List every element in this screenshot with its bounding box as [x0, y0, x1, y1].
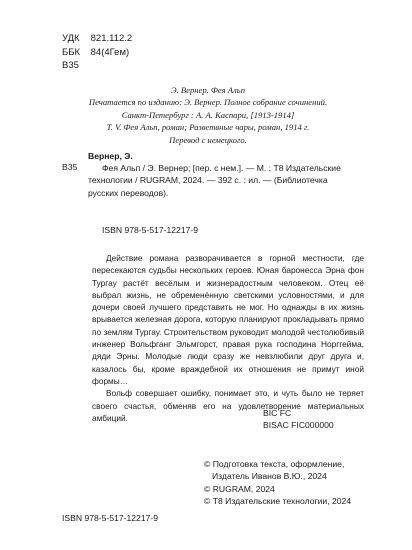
credit-line: Санкт-Петербург : А. А. Каспари, [1913-1914]	[121, 109, 295, 120]
bbk-value: 84(4Гем)	[90, 46, 130, 58]
copyright-line: © Подготовка текста, оформление,	[204, 459, 345, 469]
author-code: В35	[62, 60, 79, 71]
subject-codes	[263, 407, 334, 432]
udk-value: 821.112.2	[90, 33, 133, 44]
classification-block	[62, 32, 132, 73]
credit-line: Перевод с немецкого.	[169, 134, 247, 145]
isbn-bottom: ISBN 978-5-517-12217-9	[62, 513, 159, 523]
copyright-line: © Т8 Издательские технологии, 2024	[204, 496, 352, 507]
udk-row	[62, 32, 132, 46]
bibliographic-code: В35	[62, 162, 78, 172]
bbk-row	[62, 46, 132, 60]
isbn-top: ISBN 978-5-517-12217-9	[102, 225, 199, 235]
credit-line: Э. Вернер. Фея Альп	[170, 85, 246, 95]
annotation-paragraph: Вольф совершает ошибку, понимает это, и чуть было не теряет своего счастья, обменяв его на удовлетворение материальных амбиций.	[92, 388, 364, 423]
bisac-code: BISAC FIC000000	[263, 420, 334, 431]
bic-code: BIC FC	[263, 408, 292, 418]
credit-line: T. V. Фея Альп, роман; Разветвные чары, роман, 1914 г.	[106, 122, 310, 133]
bibliographic-author: Вернер, Э.	[88, 151, 133, 161]
copyright-block	[204, 458, 351, 508]
bbk-label: ББК	[62, 46, 81, 58]
annotation-paragraph: Действие романа разворачивается в горной местности, где пересекаются судьбы нескольких героев. Юная баронесса Эрна фон Тургау растёт весёлым и жизнерадостным человеком. Отец её выбрал жизнь, не обременённую светскими условностями, и для дочери своей лучшего представить не мог. Но однажды в их жизнь врывается железная дорога, которую планируют прокладывать прямо по землям Тургау. Строительством руководит молодой честолюбивый инженер Вольфганг Эльмгорст, правая рука господина Норггейма, дяди Эрны. Молодые люди сразу же невзлюбили друг друга и, казалось бы, кроме враждебной их отношения не примут иной формы…	[92, 253, 364, 386]
annotation	[92, 252, 364, 424]
edition-credits	[62, 84, 354, 146]
copyright-line: © RUGRAM, 2024	[204, 483, 275, 494]
credit-line: Печатается по изданию: Э. Вернер. Полное собрание сочинений.	[88, 97, 328, 108]
udk-label: УДК	[62, 33, 80, 44]
copyright-line: Издатель Иванов В.Ю., 2024	[212, 471, 327, 482]
bibliographic-description: Фея Альп / Э. Вернер; [пер. с нем.]. — М. : Т8 Издательские технологии / RUGRAM, 2024. — 392 с. : ил. — (Библиотечка русских переводов).	[88, 163, 341, 198]
